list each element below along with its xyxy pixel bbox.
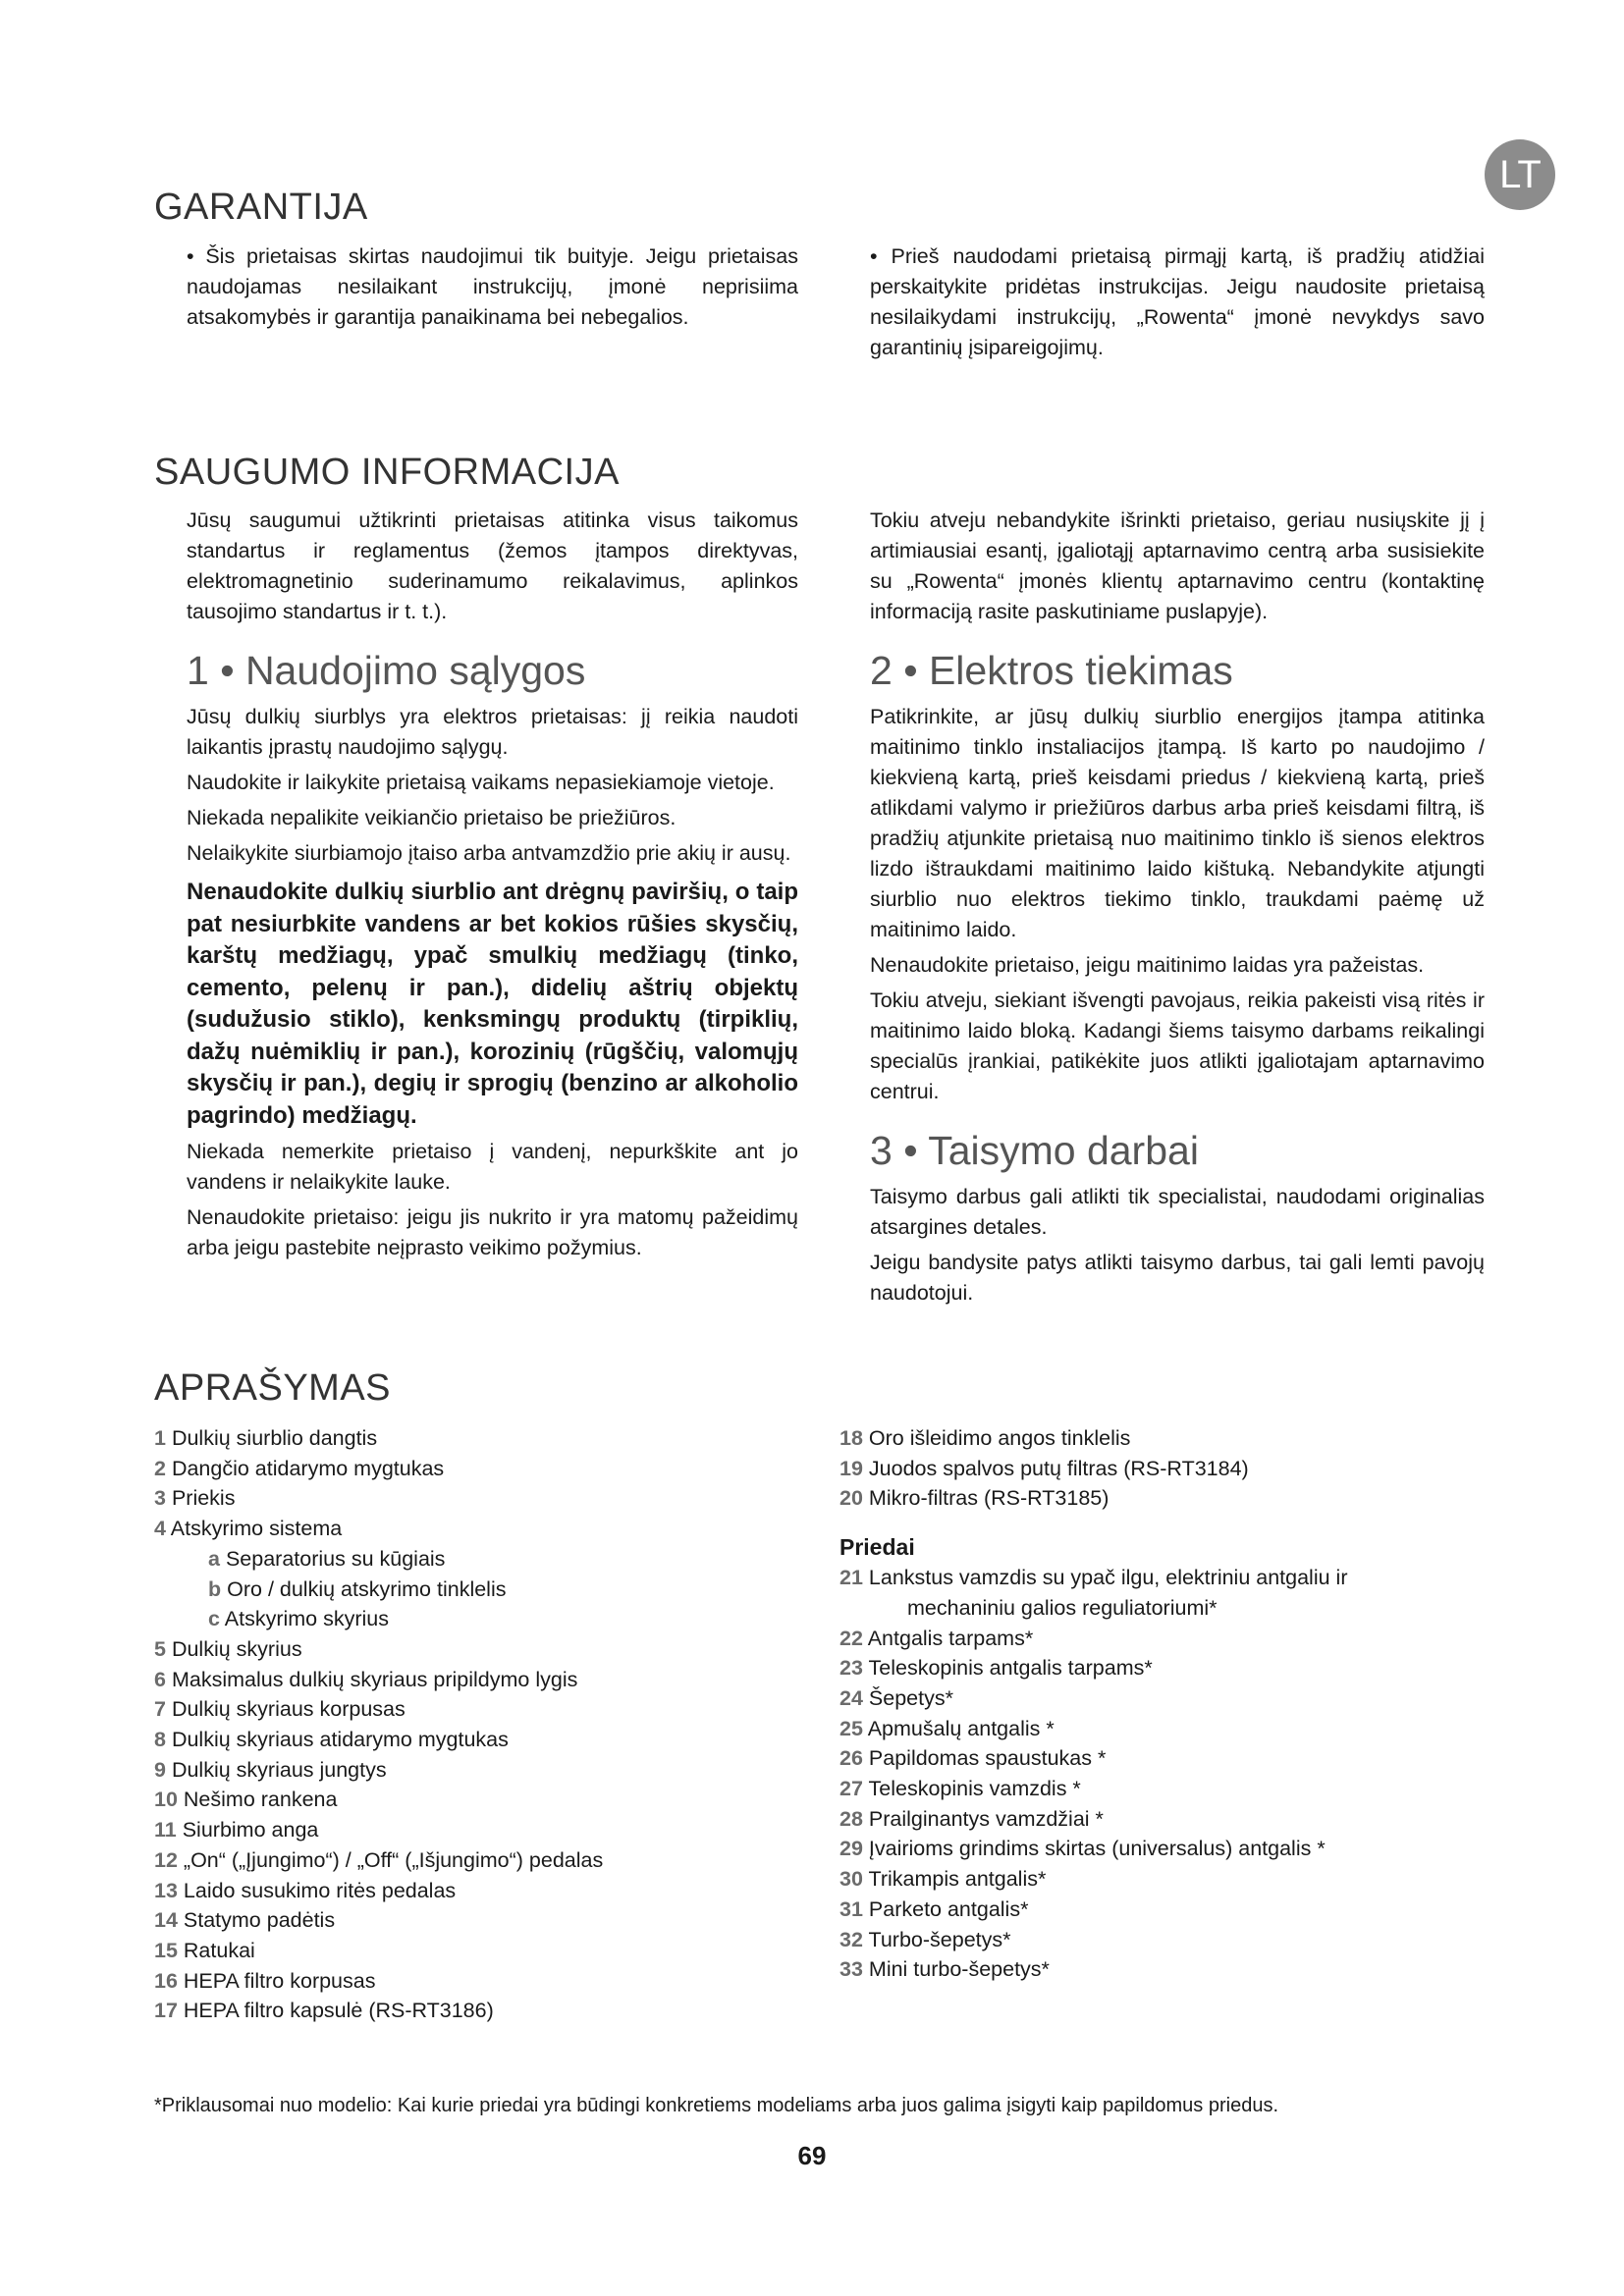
parts-list-right: [839, 1423, 1527, 1985]
item-label: Oro išleidimo angos tinklelis: [868, 1426, 1131, 1450]
item-number: 10: [154, 1788, 178, 1812]
item-label: Apmušalų antgalis *: [867, 1716, 1055, 1740]
list-item: [154, 1483, 822, 1514]
item-label: HEPA filtro korpusas: [183, 1968, 376, 1993]
list-item: [839, 1895, 1527, 1925]
accessories-list: [839, 1563, 1527, 1985]
list-item: [839, 1925, 1527, 1955]
s2-paragraph-2: Nenaudokite prietaiso, jeigu maitinimo laidas yra pažeistas.: [870, 953, 1425, 977]
item-label: Separatorius su kūgiais: [225, 1546, 446, 1571]
item-number: a: [208, 1546, 220, 1571]
item-label: Trikampis antgalis*: [868, 1867, 1047, 1892]
list-item: [154, 1694, 822, 1725]
s2-paragraph-3: Tokiu atveju, siekiant išvengti pavojaus, reikia pakeisti visą ritės ir maitinimo laido bloką. Kadangi šiems taisymo darbams reikalingi specialūs įrankiai, patikėkite juos atlikti įgaliotajam aptarnavimo centrui.: [870, 988, 1485, 1103]
s1-paragraph-2: Naudokite ir laikykite prietaisą vaikams nepasiekiamoje vietoje.: [187, 771, 775, 794]
list-item: [154, 1634, 822, 1665]
list-item: [154, 1575, 822, 1605]
item-label: Mini turbo-šepetys*: [868, 1957, 1050, 1982]
language-badge: LT: [1485, 139, 1555, 210]
item-number: b: [208, 1576, 222, 1601]
section-3-title: 3 • Taisymo darbai: [870, 1128, 1199, 1173]
item-number: 24: [839, 1685, 863, 1710]
list-item: [839, 1774, 1527, 1804]
item-label: Dulkių skyriaus korpusas: [171, 1697, 406, 1722]
list-item: [154, 1665, 822, 1695]
list-item: [839, 1834, 1527, 1864]
list-item: [839, 1864, 1527, 1895]
item-label: Dulkių skyriaus jungtys: [171, 1757, 387, 1782]
item-label: Maksimalus dulkių skyriaus pripildymo lygis: [171, 1667, 578, 1691]
s1-paragraph-3: Niekada nepalikite veikiančio prietaiso be priežiūros.: [187, 806, 677, 829]
list-item: [839, 1423, 1527, 1454]
item-number: 18: [839, 1426, 863, 1450]
item-label: Dangčio atidarymo mygtukas: [171, 1456, 445, 1480]
list-item: [839, 1653, 1527, 1683]
item-number: 17: [154, 1999, 178, 2023]
item-number: 20: [839, 1486, 863, 1511]
item-number: 27: [839, 1777, 863, 1801]
item-number: 9: [154, 1757, 166, 1782]
item-number: 11: [154, 1818, 177, 1842]
item-number: 21: [839, 1566, 863, 1590]
item-number: 30: [839, 1867, 863, 1892]
saugumo-intro: Jūsų saugumui užtikrinti prietaisas atitinka visus taikomus standartus ir reglamentus (žemos įtampos direktyvas, elektromagnetinio suderinamumo reikalavimus, aplinkos tausojimo standartus ir t. t.).: [187, 508, 798, 623]
garantija-left-column: [187, 241, 798, 333]
item-number: 19: [839, 1456, 863, 1480]
s3-paragraph-1: Taisymo darbus gali atlikti tik specialistai, naudodami originalias atsargines detales.: [870, 1185, 1485, 1239]
garantija-title: GARANTIJA: [154, 187, 368, 228]
list-item: [154, 1514, 822, 1544]
item-number: 26: [839, 1746, 863, 1771]
item-number: 4: [154, 1517, 166, 1541]
item-label: Lankstus vamzdis su ypač ilgu, elektriniu antgaliu ir: [868, 1566, 1348, 1590]
item-label: Juodos spalvos putų filtras (RS-RT3184): [868, 1456, 1249, 1480]
item-number: 3: [154, 1486, 166, 1511]
item-number: 16: [154, 1968, 178, 1993]
item-label: Siurbimo anga: [182, 1818, 319, 1842]
page-number: 69: [797, 2141, 827, 2170]
item-number: 5: [154, 1636, 166, 1661]
item-number: 1: [154, 1426, 166, 1450]
item-number: 23: [839, 1656, 863, 1681]
item-number: 29: [839, 1837, 863, 1861]
list-item: [839, 1483, 1527, 1514]
list-item: [154, 1966, 822, 1997]
list-item: [839, 1454, 1527, 1484]
list-item: [839, 1624, 1527, 1654]
list-item: [154, 1423, 822, 1454]
item-number: 31: [839, 1896, 863, 1921]
s1-paragraph-6: Nenaudokite prietaiso: jeigu jis nukrito ir yra matomų pažeidimų arba jeigu pastebite neįprasto veikimo požymius.: [187, 1205, 798, 1259]
parts-list-right-top: [839, 1423, 1527, 1514]
list-item: [154, 1725, 822, 1755]
list-item: [839, 1804, 1527, 1835]
list-item: [839, 1954, 1527, 1985]
saugumo-left-column: [187, 506, 798, 1263]
item-number: 28: [839, 1806, 863, 1831]
list-item: [154, 1454, 822, 1484]
footnote: *Priklausomai nuo modelio: Kai kurie priedai yra būdingi konkretiems modeliams arba juos galima įsigyti kaip papildomus priedus.: [154, 2095, 1278, 2116]
item-label: Antgalis tarpams*: [867, 1626, 1034, 1650]
item-number: c: [208, 1607, 220, 1631]
list-item: [154, 1544, 822, 1575]
list-item: [154, 1936, 822, 1966]
priedai-title: Priedai: [839, 1534, 915, 1561]
item-label: Oro / dulkių atskyrimo tinklelis: [227, 1576, 507, 1601]
garantija-right-column: [870, 241, 1485, 363]
list-item: [839, 1563, 1527, 1593]
item-label: Nešimo rankena: [183, 1788, 338, 1812]
item-label: Atskyrimo skyrius: [224, 1607, 389, 1631]
s1-paragraph-4: Nelaikykite siurbiamojo įtaiso arba antvamzdžio prie akių ir ausų.: [187, 841, 791, 865]
garantija-right-text: • Prieš naudodami prietaisą pirmąjį kartą, iš pradžių atidžiai perskaitykite pridėtas instrukcijas. Jeigu naudosite prietaisą nesilaikydami instrukcijų, „Rowenta“ įmonė nevykdys savo garantinių įsipareigojimų.: [870, 244, 1485, 359]
item-number: 22: [839, 1626, 863, 1650]
garantija-left-text: • Šis prietaisas skirtas naudojimui tik buityje. Jeigu prietaisas naudojamas nesilaikant instrukcijų, įmonė neprisiima atsakomybės ir garantija panaikinama bei nebegalios.: [187, 244, 798, 329]
item-label: Mikro-filtras (RS-RT3185): [868, 1486, 1110, 1511]
item-label: Statymo padėtis: [183, 1908, 336, 1933]
item-number: 13: [154, 1878, 178, 1902]
item-label: Šepetys*: [868, 1685, 953, 1710]
parts-list-left: [154, 1423, 822, 2026]
item-label: Teleskopinis antgalis tarpams*: [868, 1656, 1153, 1681]
item-label: Teleskopinis vamzdis *: [868, 1777, 1081, 1801]
list-item: [154, 1785, 822, 1815]
item-label: Prailginantys vamzdžiai *: [868, 1806, 1104, 1831]
list-item: [839, 1714, 1527, 1744]
list-item: [154, 1604, 822, 1634]
saugumo-right-intro: Tokiu atveju nebandykite išrinkti prietaiso, geriau nusiųskite jį į artimiausiai esantį, įgaliotąjį aptarnavimo centrą arba susisiekite su „Rowenta“ įmonės klientų aptarnavimo centru (kontaktinę informaciją rasite paskutiniame puslapyje).: [870, 508, 1485, 623]
s2-paragraph-1: Patikrinkite, ar jūsų dulkių siurblio energijos įtampa atitinka maitinimo tinklo instaliacijos įtampą. Iš karto po naudojimo / kiekvieną kartą, prieš keisdami priedus / kiekvieną kartą, prieš atlikdami valymo ir priežiūros darbus arba prieš keisdami filtrą, iš pradžių atjunkite prietaisą nuo maitinimo tinklo iš sienos elektros lizdo ištraukdami maitinimo laido kištuką. Nebandykite atjungti siurblio nuo elektros tiekimo tinklo, traukdami paėmę už maitinimo laido.: [870, 705, 1485, 941]
item-label: Parketo antgalis*: [868, 1896, 1029, 1921]
item-label: Atskyrimo sistema: [170, 1517, 343, 1541]
list-item: [154, 1755, 822, 1786]
item-label: Dulkių skyriaus atidarymo mygtukas: [171, 1728, 509, 1752]
list-item: [154, 1815, 822, 1845]
item-number: 6: [154, 1667, 166, 1691]
item-label: HEPA filtro kapsulė (RS-RT3186): [183, 1999, 494, 2023]
item-label-continuation: mechaniniu galios reguliatoriumi*: [907, 1595, 1218, 1620]
section-1-title: 1 • Naudojimo sąlygos: [187, 648, 586, 693]
list-item: [839, 1743, 1527, 1774]
item-number: 14: [154, 1908, 178, 1933]
item-label: Priekis: [171, 1486, 236, 1511]
item-number: 25: [839, 1716, 863, 1740]
s3-paragraph-2: Jeigu bandysite patys atlikti taisymo darbus, tai gali lemti pavojų naudotojui.: [870, 1251, 1485, 1305]
item-number: 12: [154, 1847, 178, 1872]
item-label: Įvairioms grindims skirtas (universalus) antgalis *: [868, 1837, 1326, 1861]
s1-paragraph-5: Niekada nemerkite prietaiso į vandenį, nepurkškite ant jo vandens ir nelaikykite lauke.: [187, 1140, 798, 1194]
item-label: Turbo-šepetys*: [868, 1927, 1011, 1951]
item-label: Dulkių skyrius: [171, 1636, 302, 1661]
item-label: „On“ („Įjungimo“) / „Off“ („Išjungimo“) pedalas: [183, 1847, 604, 1872]
list-item: [839, 1683, 1527, 1714]
item-number: 8: [154, 1728, 166, 1752]
saugumo-title: SAUGUMO INFORMACIJA: [154, 452, 620, 493]
list-item: [154, 1996, 822, 2026]
list-item: [154, 1905, 822, 1936]
list-item: [154, 1845, 822, 1876]
item-number: 2: [154, 1456, 166, 1480]
item-label: Dulkių siurblio dangtis: [171, 1426, 378, 1450]
aprasymas-title: APRAŠYMAS: [154, 1367, 392, 1409]
list-item: [154, 1876, 822, 1906]
section-2-title: 2 • Elektros tiekimas: [870, 648, 1233, 693]
item-label: Papildomas spaustukas *: [868, 1746, 1107, 1771]
item-label: Ratukai: [183, 1938, 255, 1962]
s1-paragraph-1: Jūsų dulkių siurblys yra elektros prietaisas: jį reikia naudoti laikantis įprastų naudojimo sąlygų.: [187, 705, 798, 759]
item-number: 33: [839, 1957, 863, 1982]
s1-warning: Nenaudokite dulkių siurblio ant drėgnų paviršių, o taip pat nesiurbkite vandens ar bet kokios rūšies skysčių, karštų medžiagų, ypač smulkių medžiagų (tinko, cemento, pelenų ir pan.), didelių aštrių objektų (sudužusio stiklo), kenksmingų produktų (tirpiklių, dažų nuėmiklių ir pan.), korozinių (rūgščių, valomųjų skysčių ir pan.), degių ir sprogių (benzino ar alkoholio pagrindo) medžiagų.: [187, 879, 798, 1129]
item-number: 15: [154, 1938, 178, 1962]
item-label: Laido susukimo ritės pedalas: [183, 1878, 457, 1902]
saugumo-right-column: [870, 506, 1485, 1308]
item-number: 32: [839, 1927, 863, 1951]
item-number: 7: [154, 1697, 166, 1722]
